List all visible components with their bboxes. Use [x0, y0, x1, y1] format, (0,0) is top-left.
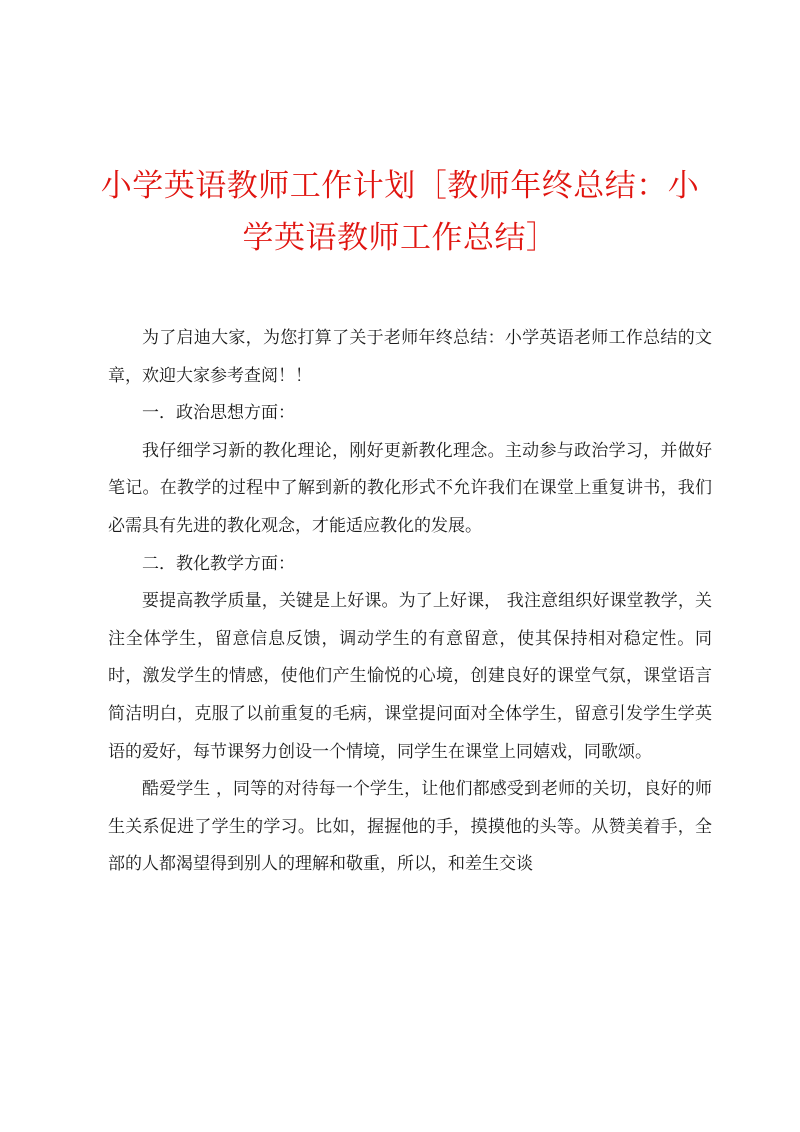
document-title: 小学英语教师工作计划［教师年终总结：小学英语教师工作总结］: [100, 168, 700, 256]
section-heading-political: 一．政治思想方面：: [142, 403, 295, 424]
document-body: [108, 320, 712, 884]
section-heading-teaching: 二．教化教学方面：: [142, 553, 295, 574]
intro-paragraph: 为了启迪大家，为您打算了关于老师年终总结：小学英语老师工作总结的文章，欢迎大家参考查阅！！: [108, 328, 712, 386]
political-paragraph: 我仔细学习新的教化理论，刚好更新教化理念。主动参与政治学习，并做好笔记。在教学的过程中了解到新的教化形式不允许我们在课堂上重复讲书，我们必需具有先进的教化观念，才能适应教化的发展。: [108, 440, 712, 536]
students-paragraph: 酷爱学生 ，同等的对待每一个学生，让他们都感受到老师的关切，良好的师生关系促进了学生的学习。比如，握握他的手，摸摸他的头等。从赞美着手，全部的人都渴望得到别人的理解和敬重，所以，和差生交谈: [108, 779, 712, 875]
teaching-paragraph: 要提高教学质量，关键是上好课。为了上好课， 我注意组织好课堂教学，关注全体学生，留意信息反馈，调动学生的有意留意，使其保持相对稳定性。同时，激发学生的情感，使他们产生愉悦的心境，创建良好的课堂气氛，课堂语言简洁明白，克服了以前重复的毛病，课堂提问面对全体学生，留意引发学生学英语的爱好，每节课努力创设一个情境，同学生在课堂上同嬉戏，同歌颂。: [108, 591, 712, 762]
